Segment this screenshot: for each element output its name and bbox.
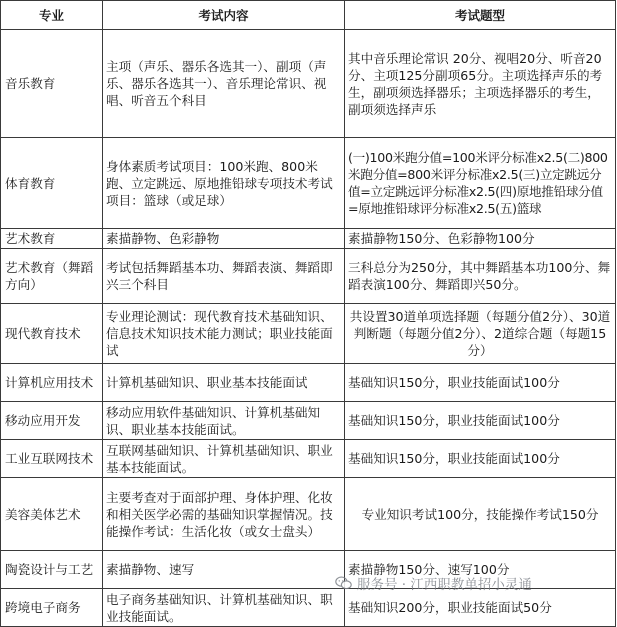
table-row — [1, 440, 616, 478]
major-cell: 体育教育 — [1, 138, 103, 229]
major-cell: 艺术教育（舞蹈方向） — [1, 249, 103, 304]
format-cell: 其中音乐理论常识 20分、视唱20分、听音20分、主项125分副项65分。主项选择声乐的考生，副项须选择器乐；主项选择器乐的考生，副项须选择声乐 — [345, 30, 616, 138]
format-cell: 素描静物150分、色彩静物100分 — [345, 229, 616, 249]
major-cell: 移动应用开发 — [1, 402, 103, 440]
content-cell: 身体素质考试项目：100米跑、800米跑、立定跳远、原地推铅球专项技术考试项目：篮球（或足球） — [103, 138, 345, 229]
format-cell: 基础知识150分，职业技能面试100分 — [345, 440, 616, 478]
content-cell: 计算机基础知识、职业基本技能面试 — [103, 364, 345, 402]
table-row — [1, 589, 616, 627]
major-cell: 工业互联网技术 — [1, 440, 103, 478]
table-row — [1, 402, 616, 440]
format-cell: 三科总分为250分，其中舞蹈基本功100分、舞蹈表演100分、舞蹈即兴50分。 — [345, 249, 616, 304]
format-cell: 基础知识150分，职业技能面试100分 — [345, 364, 616, 402]
major-cell: 计算机应用技术 — [1, 364, 103, 402]
table-row — [1, 249, 616, 304]
content-cell: 专业理论测试：现代教育技术基础知识、信息技术知识技术能力测试；职业技能面试 — [103, 304, 345, 364]
major-cell: 陶瓷设计与工艺 — [1, 551, 103, 589]
major-cell: 跨境电子商务 — [1, 589, 103, 627]
content-cell: 电子商务基础知识、计算机基础知识、职业技能面试。 — [103, 589, 345, 627]
content-cell: 考试包括舞蹈基本功、舞蹈表演、舞蹈即兴三个科目 — [103, 249, 345, 304]
table-header-row — [1, 1, 616, 30]
format-cell: 专业知识考试100分，技能操作考试150分 — [345, 478, 616, 551]
format-cell: 基础知识150分，职业技能面试100分 — [345, 402, 616, 440]
table-row — [1, 229, 616, 249]
table-row — [1, 364, 616, 402]
format-cell: 共设置30道单项选择题（每题分值2分）、30道判断题（每题分值2分）、2道综合题（每题15分） — [345, 304, 616, 364]
content-cell: 素描静物、色彩静物 — [103, 229, 345, 249]
table-row — [1, 138, 616, 229]
major-cell: 音乐教育 — [1, 30, 103, 138]
format-cell: 素描静物150分、速写100分 — [345, 551, 616, 589]
major-cell: 美容美体艺术 — [1, 478, 103, 551]
format-cell: 基础知识200分，职业技能面试50分 — [345, 589, 616, 627]
major-cell: 艺术教育 — [1, 229, 103, 249]
major-cell: 现代教育技术 — [1, 304, 103, 364]
watermark-text: 服务号 · 江西职教单招小灵通 — [357, 577, 532, 593]
table-row — [1, 304, 616, 364]
table-row — [1, 551, 616, 589]
header-content: 考试内容 — [103, 1, 345, 30]
header-format: 考试题型 — [345, 1, 616, 30]
format-cell: (一)100米跑分值=100米评分标准x2.5(二)800米跑分值=800米评分标准x2.5(三)立定跳远分值=立定跳远评分标准x2.5(四)原地推铅球分值=原地推铅球评分标准x2.5(五)篮球 — [345, 138, 616, 229]
content-cell: 主要考查对于面部护理、身体护理、化妆和相关医学必需的基础知识掌握情况。技能操作考试：生活化妆（或女士盘头） — [103, 478, 345, 551]
table-row — [1, 30, 616, 138]
table-row — [1, 478, 616, 551]
content-cell: 移动应用软件基础知识、计算机基础知识、职业基本技能面试。 — [103, 402, 345, 440]
content-cell: 互联网基础知识、计算机基础知识、职业基本技能面试。 — [103, 440, 345, 478]
content-cell: 素描静物、速写 — [103, 551, 345, 589]
header-major: 专业 — [1, 1, 103, 30]
content-cell: 主项（声乐、器乐各选其一）、副项（声乐、器乐各选其一）、音乐理论常识、视唱、听音五个科目 — [103, 30, 345, 138]
